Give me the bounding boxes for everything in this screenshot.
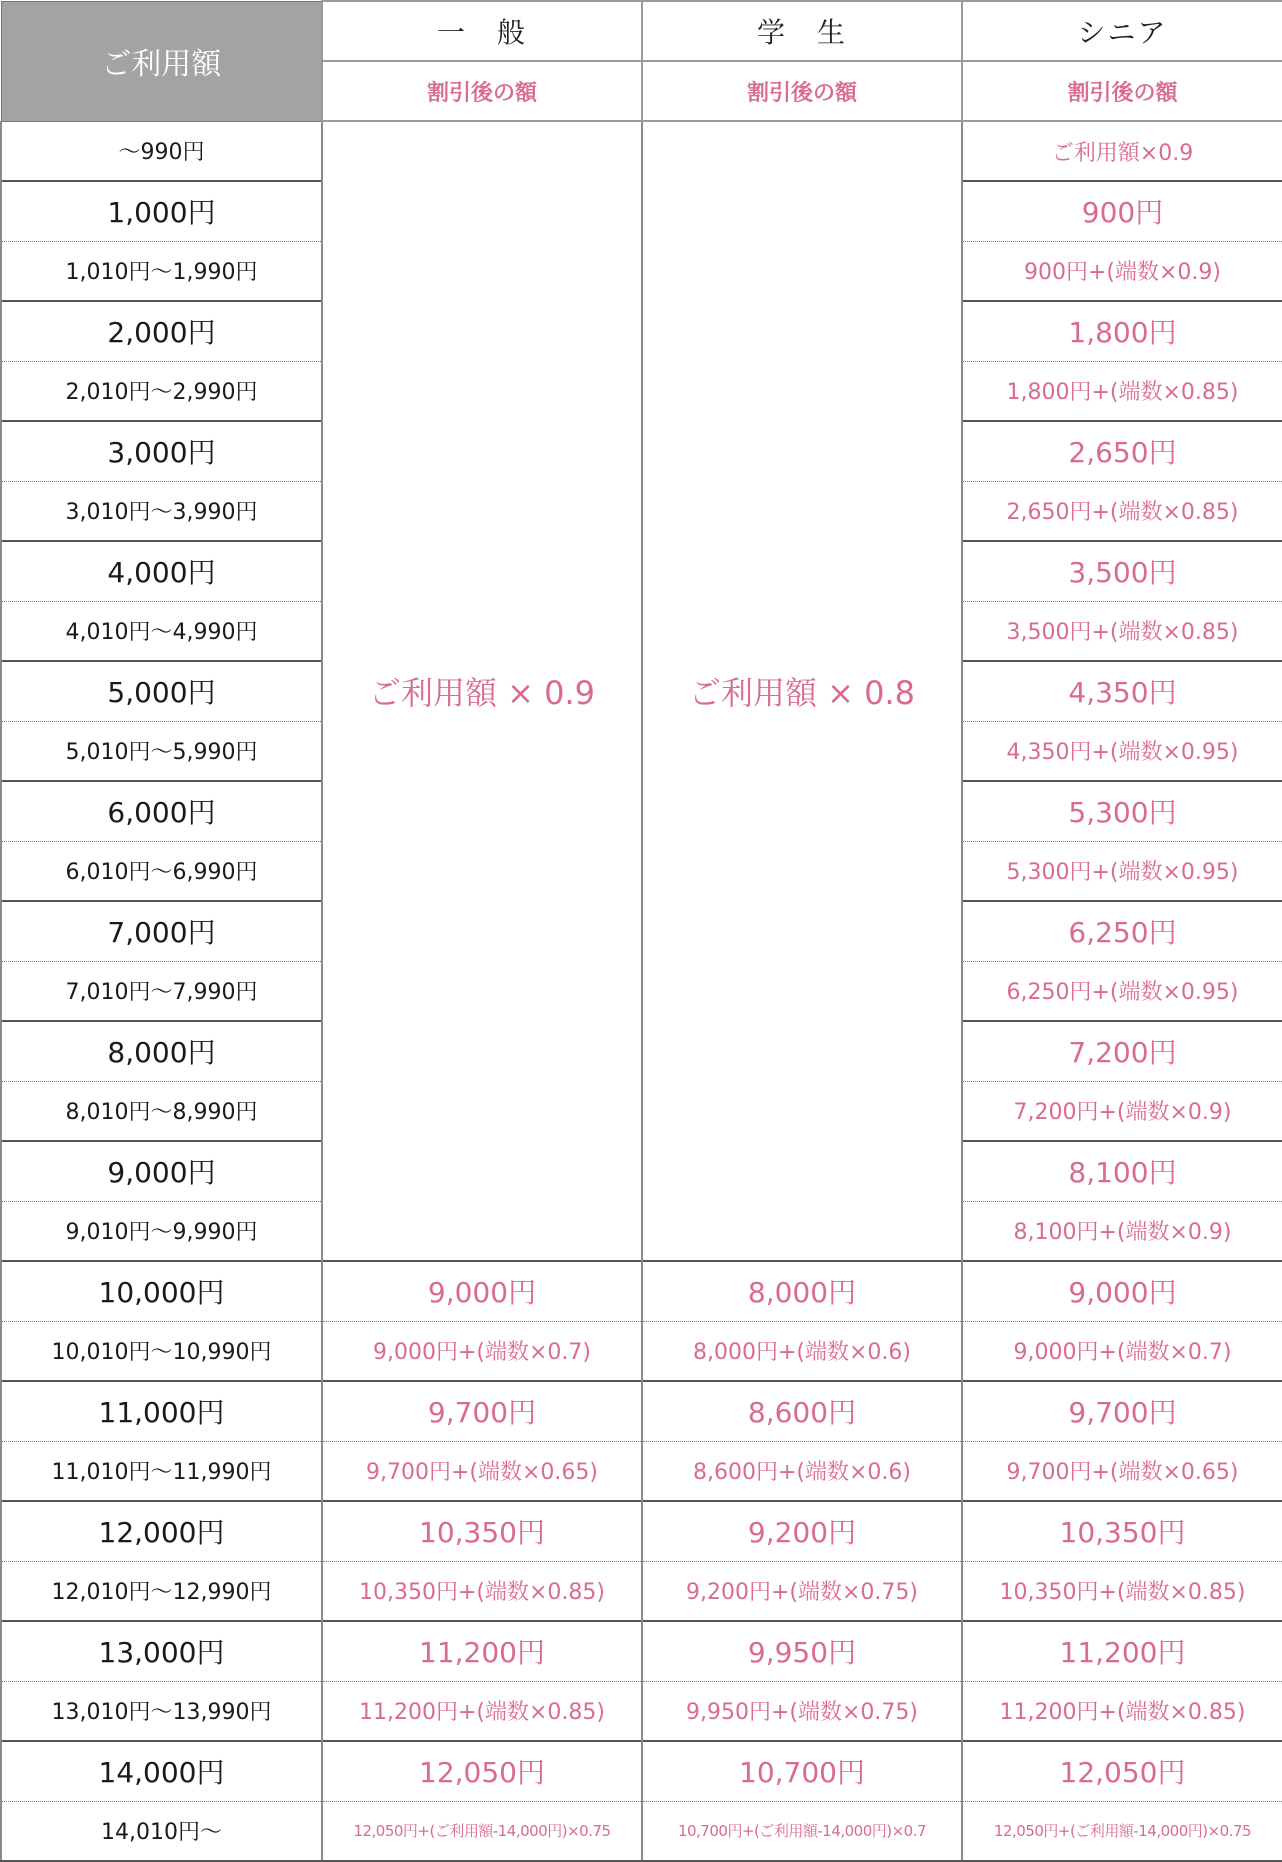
amount-cell: 8,010円～8,990円 — [1, 1081, 322, 1141]
general-cell: 10,350円 — [322, 1501, 642, 1561]
amount-cell: 7,000円 — [1, 901, 322, 961]
senior-cell: 6,250円+(端数×0.95) — [962, 961, 1282, 1021]
subheader-senior: 割引後の額 — [962, 61, 1282, 121]
amount-cell: 1,000円 — [1, 181, 322, 241]
amount-cell: 13,010円～13,990円 — [1, 1681, 322, 1741]
senior-cell: 12,050円 — [962, 1741, 1282, 1801]
student-cell: 8,600円+(端数×0.6) — [642, 1441, 962, 1501]
amount-cell: 6,000円 — [1, 781, 322, 841]
amount-cell: 3,000円 — [1, 421, 322, 481]
amount-cell: 9,010円～9,990円 — [1, 1201, 322, 1261]
senior-cell: 4,350円 — [962, 661, 1282, 721]
student-cell: 8,600円 — [642, 1381, 962, 1441]
student-cell: 9,200円 — [642, 1501, 962, 1561]
student-cell: 10,700円 — [642, 1741, 962, 1801]
amount-cell: 9,000円 — [1, 1141, 322, 1201]
header-amount: ご利用額 — [1, 1, 322, 121]
amount-cell: 2,010円～2,990円 — [1, 361, 322, 421]
senior-cell: 3,500円 — [962, 541, 1282, 601]
general-cell: 9,000円+(端数×0.7) — [322, 1321, 642, 1381]
amount-cell: 6,010円～6,990円 — [1, 841, 322, 901]
senior-cell: 7,200円+(端数×0.9) — [962, 1081, 1282, 1141]
amount-cell: 5,000円 — [1, 661, 322, 721]
table-row — [1, 1621, 1282, 1681]
senior-cell: 6,250円 — [962, 901, 1282, 961]
table-row — [1, 1381, 1282, 1441]
amount-cell: 13,000円 — [1, 1621, 322, 1681]
senior-cell: 10,350円 — [962, 1501, 1282, 1561]
senior-cell: 8,100円 — [962, 1141, 1282, 1201]
senior-cell: 12,050円+(ご利用額-14,000円)×0.75 — [962, 1801, 1282, 1861]
senior-cell: 1,800円 — [962, 301, 1282, 361]
senior-cell: 10,350円+(端数×0.85) — [962, 1561, 1282, 1621]
student-cell: 9,200円+(端数×0.75) — [642, 1561, 962, 1621]
amount-cell: 5,010円～5,990円 — [1, 721, 322, 781]
senior-cell: 9,000円 — [962, 1261, 1282, 1321]
senior-cell: 1,800円+(端数×0.85) — [962, 361, 1282, 421]
amount-cell: 10,000円 — [1, 1261, 322, 1321]
senior-cell: 9,700円 — [962, 1381, 1282, 1441]
senior-cell: 2,650円+(端数×0.85) — [962, 481, 1282, 541]
general-cell: 10,350円+(端数×0.85) — [322, 1561, 642, 1621]
table-row — [1, 1741, 1282, 1801]
senior-cell: 900円+(端数×0.9) — [962, 241, 1282, 301]
general-cell: 9,700円+(端数×0.65) — [322, 1441, 642, 1501]
amount-cell: 12,010円～12,990円 — [1, 1561, 322, 1621]
general-cell: 9,000円 — [322, 1261, 642, 1321]
student-cell: 8,000円+(端数×0.6) — [642, 1321, 962, 1381]
table-row — [1, 1441, 1282, 1501]
amount-cell: 10,010円～10,990円 — [1, 1321, 322, 1381]
general-cell: 9,700円 — [322, 1381, 642, 1441]
general-cell: 12,050円+(ご利用額-14,000円)×0.75 — [322, 1801, 642, 1861]
senior-cell: 11,200円 — [962, 1621, 1282, 1681]
amount-cell: 7,010円～7,990円 — [1, 961, 322, 1021]
general-cell: 11,200円+(端数×0.85) — [322, 1681, 642, 1741]
senior-cell: 9,000円+(端数×0.7) — [962, 1321, 1282, 1381]
student-cell: 9,950円 — [642, 1621, 962, 1681]
student-cell: 8,000円 — [642, 1261, 962, 1321]
amount-cell: 8,000円 — [1, 1021, 322, 1081]
senior-cell: 4,350円+(端数×0.95) — [962, 721, 1282, 781]
amount-cell: 3,010円～3,990円 — [1, 481, 322, 541]
table-row — [1, 121, 1282, 181]
table-row — [1, 1681, 1282, 1741]
senior-cell: 900円 — [962, 181, 1282, 241]
amount-cell: 1,010円～1,990円 — [1, 241, 322, 301]
general-cell: 11,200円 — [322, 1621, 642, 1681]
amount-cell: 14,010円～ — [1, 1801, 322, 1861]
table-body — [1, 121, 1282, 1861]
amount-cell: 4,000円 — [1, 541, 322, 601]
amount-cell: 11,000円 — [1, 1381, 322, 1441]
header-general: 一 般 — [322, 1, 642, 61]
senior-cell: 3,500円+(端数×0.85) — [962, 601, 1282, 661]
student-cell: 10,700円+(ご利用額-14,000円)×0.7 — [642, 1801, 962, 1861]
general-merged-cell: ご利用額 × 0.9 — [322, 121, 642, 1261]
senior-cell: 5,300円+(端数×0.95) — [962, 841, 1282, 901]
amount-cell: 12,000円 — [1, 1501, 322, 1561]
header-student: 学 生 — [642, 1, 962, 61]
subheader-general: 割引後の額 — [322, 61, 642, 121]
student-cell: 9,950円+(端数×0.75) — [642, 1681, 962, 1741]
senior-cell: 8,100円+(端数×0.9) — [962, 1201, 1282, 1261]
table-row — [1, 1261, 1282, 1321]
amount-cell: 11,010円～11,990円 — [1, 1441, 322, 1501]
header-senior: シニア — [962, 1, 1282, 61]
table-row — [1, 1801, 1282, 1861]
subheader-student: 割引後の額 — [642, 61, 962, 121]
senior-cell: 7,200円 — [962, 1021, 1282, 1081]
table-row — [1, 1561, 1282, 1621]
senior-cell: 11,200円+(端数×0.85) — [962, 1681, 1282, 1741]
amount-cell: ～990円 — [1, 121, 322, 181]
general-cell: 12,050円 — [322, 1741, 642, 1801]
senior-cell: 9,700円+(端数×0.65) — [962, 1441, 1282, 1501]
amount-cell: 2,000円 — [1, 301, 322, 361]
amount-cell: 4,010円～4,990円 — [1, 601, 322, 661]
senior-cell: ご利用額×0.9 — [962, 121, 1282, 181]
senior-cell: 5,300円 — [962, 781, 1282, 841]
table-row — [1, 1321, 1282, 1381]
table-row — [1, 1501, 1282, 1561]
student-merged-cell: ご利用額 × 0.8 — [642, 121, 962, 1261]
amount-cell: 14,000円 — [1, 1741, 322, 1801]
senior-cell: 2,650円 — [962, 421, 1282, 481]
